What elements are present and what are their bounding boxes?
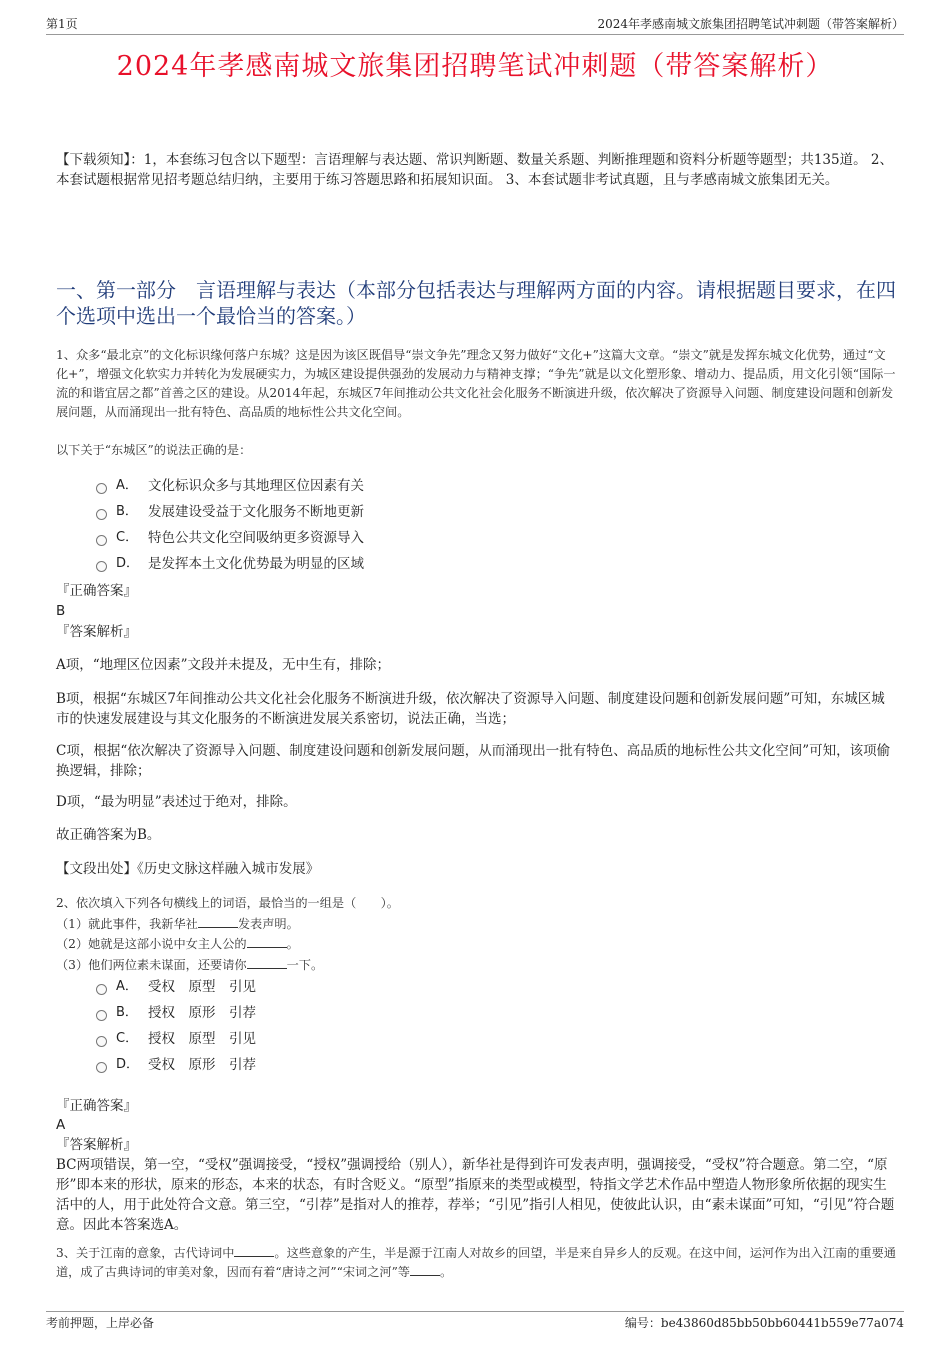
q1-option-c[interactable]: C． 特色公共文化空间吸纳更多资源导入 bbox=[96, 528, 364, 548]
q1-stem: 1、众多“最北京”的文化标识缘何落户东城？这是因为该区既倡导“崇文争先”理念又努力做好“文化+”这篇大文章。“崇文”就是发挥东城文化优势，通过“文化+”，增强文化软实力并转化为发展硬实力，为城区建设提供强劲的发展动力与精神支撑；“争先”就是以文化塑形象、增动力、提品质，用文化引领“国际一流的和谐宜居之都”首善之区的建设。从2014年起，东城区7年间推动公共文化社会化服务不断演进升级，依次解决了资源导入问题、制度建设问题和创新发展问题，从而涌现出一批有特色、高品质的地标性公共文化空间。 bbox=[56, 348, 896, 419]
q2-analysis-heading: 『答案解析』 bbox=[56, 1137, 137, 1153]
q1-source: 【文段出处】《历史文脉这样融入城市发展》 bbox=[56, 861, 320, 877]
q1-option-a[interactable]: A． 文化标识众多与其地理区位因素有关 bbox=[96, 476, 364, 496]
radio-icon[interactable] bbox=[96, 1036, 107, 1047]
q1-analysis-c: C项，根据“依次解决了资源导入问题、制度建设问题和创新发展问题，从而涌现出一批有特色、高品质的地标性公共文化空间”可知，该项偷换逻辑，排除； bbox=[56, 743, 891, 779]
section-heading: 一、第一部分 言语理解与表达（本部分包括表达与理解两方面的内容。请根据题目要求，在四个选项中选出一个最恰当的答案。） bbox=[56, 278, 896, 328]
radio-icon[interactable] bbox=[96, 561, 107, 572]
radio-icon[interactable] bbox=[96, 984, 107, 995]
q1-analysis-d: D项，“最为明显”表述过于绝对，排除。 bbox=[56, 794, 297, 810]
q2-sentence-3: （3）他们两位素未谋面，还要请你 一下。 bbox=[56, 958, 324, 972]
footer-slogan: 考前押题，上岸必备 bbox=[46, 1316, 155, 1330]
radio-icon[interactable] bbox=[96, 1062, 107, 1073]
q1-option-d[interactable]: D． 是发挥本土文化优势最为明显的区域 bbox=[96, 554, 364, 574]
blank-line bbox=[198, 915, 238, 928]
download-notice: 【下载须知】：1，本套练习包含以下题型：言语理解与表达题、常识判断题、数量关系题、判断推理题和资料分析题等题型；共135道。 2、本套试题根据常见招考题总结归纳，主要用于练习答题思路和拓展知识面。 3、本套试题非考试真题，且与孝感南城文旅集团无关。 bbox=[56, 152, 893, 188]
q2-option-a[interactable]: A． 受权 原型 引见 bbox=[96, 977, 256, 997]
q1-analysis-heading: 『答案解析』 bbox=[56, 624, 137, 640]
q2-option-d[interactable]: D． 受权 原形 引荐 bbox=[96, 1055, 256, 1075]
radio-icon[interactable] bbox=[96, 509, 107, 520]
q1-analysis-a: A项，“地理区位因素”文段并未提及，无中生有，排除； bbox=[56, 657, 391, 673]
q1-conclusion: 故正确答案为B。 bbox=[56, 827, 161, 843]
radio-icon[interactable] bbox=[96, 535, 107, 546]
q3-stem: 3、关于江南的意象，古代诗词中 。这些意象的产生，半是源于江南人对故乡的回望，半是来自异乡人的反观。在这中间，运河作为出入江南的重要通道，成了古典诗词的审美对象，因而有着“唐诗之河”“宋词之河”等 。 bbox=[56, 1246, 896, 1279]
q2-analysis: BC两项错误，第一空，“受权”强调接受，“授权”强调授给（别人），新华社是得到许可发表声明，强调接受，“受权”符合题意。第二空，“原形”即本来的形状，原来的形态，本来的状态，有时含贬义。“原型”指原来的类型或模型，特指文学艺术作品中塑造人物形象所依据的现实生活中的人，用于此处符合文意。第三空，“引荐”是指对人的推荐，荐举；“引见”指引人相见，使彼此认识，由“素未谋面”可知，“引见”符合题意。因此本答案选A。 bbox=[56, 1157, 895, 1233]
radio-icon[interactable] bbox=[96, 1010, 107, 1021]
page-title: 2024年孝感南城文旅集团招聘笔试冲刺题（带答案解析） bbox=[116, 51, 834, 82]
q1-answer: B bbox=[56, 603, 66, 619]
blank-line bbox=[247, 956, 287, 969]
page-footer bbox=[46, 1311, 904, 1331]
blank-line bbox=[234, 1244, 274, 1257]
q1-prompt: 以下关于“东城区”的说法正确的是： bbox=[56, 443, 252, 457]
blank-line bbox=[410, 1263, 440, 1276]
q1-option-b[interactable]: B． 发展建设受益于文化服务不断地更新 bbox=[96, 502, 364, 522]
q2-sentence-2: （2）她就是这部小说中女主人公的 。 bbox=[56, 937, 299, 951]
q2-answer-heading: 『正确答案』 bbox=[56, 1098, 137, 1114]
footer-id: 编号：be43860d85bb50bb60441b559e77a074 bbox=[624, 1316, 904, 1330]
radio-icon[interactable] bbox=[96, 483, 107, 494]
q1-answer-heading: 『正确答案』 bbox=[56, 583, 137, 599]
q2-answer: A bbox=[56, 1117, 66, 1133]
q2-option-c[interactable]: C． 授权 原型 引见 bbox=[96, 1029, 256, 1049]
blank-line bbox=[247, 935, 287, 948]
page-number: 第1页 bbox=[46, 17, 78, 31]
q2-option-b[interactable]: B． 授权 原形 引荐 bbox=[96, 1003, 256, 1023]
page-header bbox=[46, 12, 904, 35]
q2-stem: 2、依次填入下列各句横线上的词语，最恰当的一组是（ ）。 bbox=[56, 896, 399, 910]
header-doc-title: 2024年孝感南城文旅集团招聘笔试冲刺题（带答案解析） bbox=[597, 17, 904, 31]
q2-sentence-1: （1）就此事件，我新华社 发表声明。 bbox=[56, 917, 299, 931]
q1-analysis-b: B项，根据“东城区7年间推动公共文化社会化服务不断演进升级，依次解决了资源导入问题、制度建设问题和创新发展问题”可知，东城区城市的快速发展建设与其文化服务的不断演进发展关系密切，说法正确，当选； bbox=[56, 691, 885, 727]
